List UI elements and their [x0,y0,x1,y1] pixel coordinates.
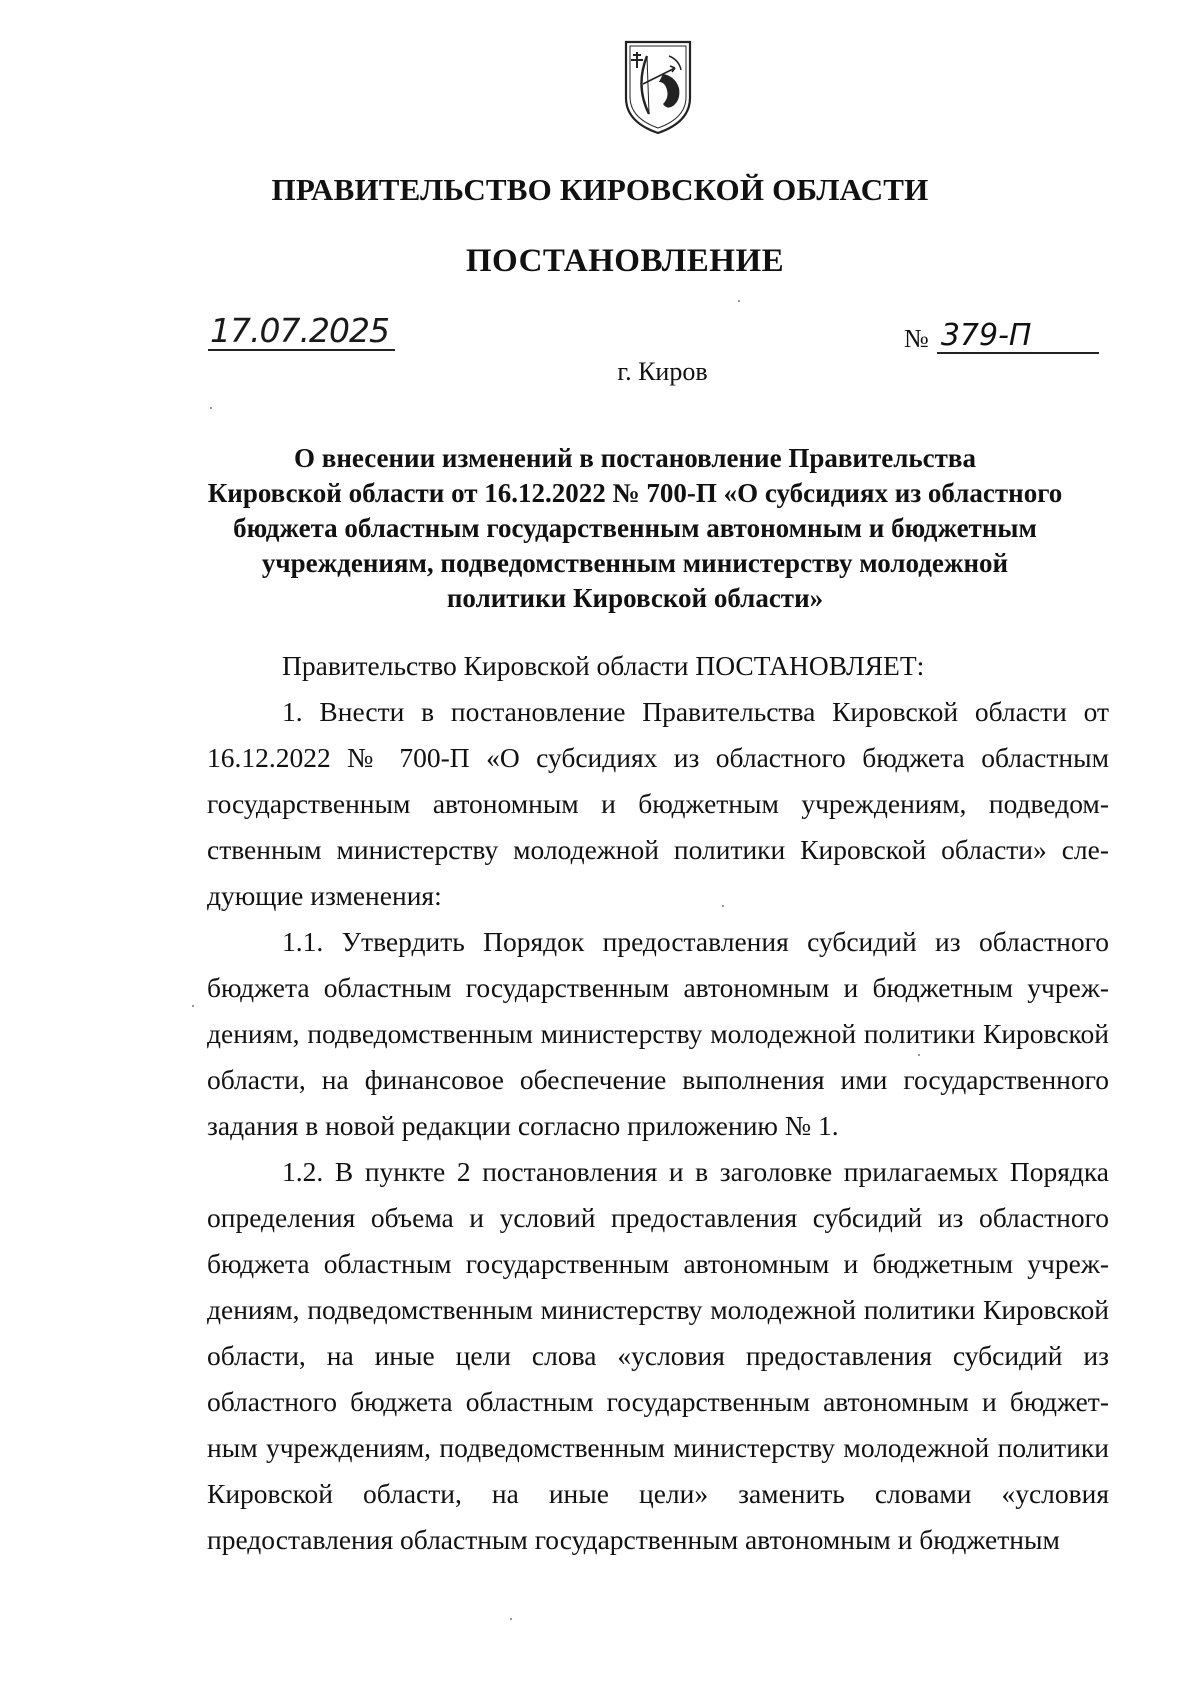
body-paragraph: Правительство Кировской области ПОСТАНОВЛЯЕТ: [282,650,925,681]
scan-speck [192,1005,194,1007]
body-paragraph: 1.2. В пункте 2 постановления и в заголовке прилагаемых Порядка определения объема и условий предоставления субсидий из областного бюджета областным государственным автономным и бюджетным учреждениям, подведомственным министерству молодежной политики Кировской области, на иные цели слова «условия предоставления субсидий из областного бюджета областным государственным автономным и бюджетным учреждениям, подведомственным министерству молодежной политики Кировской области, на иные цели» заменить словами «условия предоставления областным государственным автономным и бюджетным [207,1156,1109,1555]
scan-speck [210,407,212,409]
heading-line: О внесении изменений в постановление Правительства [294,443,976,473]
document-type: ПОСТАНОВЛЕНИЕ [465,243,785,279]
coat-of-arms-icon [623,36,693,136]
document-body [207,643,1109,1563]
document-number: 379-П [937,320,1099,354]
heading-line: учреждениям, подведомственным министерству молодежной [261,548,1009,578]
heading-line: Кировской области от 16.12.2022 № 700-П «О субсидиях из областного [207,478,1063,508]
scan-speck [738,300,740,302]
scan-speck [918,1054,920,1056]
organization-title: ПРАВИТЕЛЬСТВО КИРОВСКОЙ ОБЛАСТИ [271,172,929,207]
heading-line: политики Кировской области» [446,583,824,613]
body-paragraph: 1.1. Утвердить Порядок предоставления субсидий из областного бюджета областным государственным автономным и бюджетным учреждениям, подведомственным министерству молодежной политики Кировской области, на финансовое обеспечение выполнения ими государственного задания в новой редакции согласно приложению № 1. [207,926,1109,1141]
scan-speck [722,905,724,907]
heading-line: бюджета областным государственным автономным и бюджетным [233,513,1037,543]
number-sign: № [904,324,929,353]
document-date: 17.07.2025 [208,313,395,351]
body-paragraph: 1. Внести в постановление Правительства Кировской области от 16.12.2022 № 700-П «О субсидиях из областного бюджета областным государственным автономным и бюджетным учреждениям, подведомственным министерству молодежной политики Кировской области» следующие изменения: [207,696,1109,911]
document-city: г. Киров [617,357,708,386]
document-heading [150,441,1120,616]
document-number-block [904,320,1099,354]
scan-speck [510,1618,512,1620]
